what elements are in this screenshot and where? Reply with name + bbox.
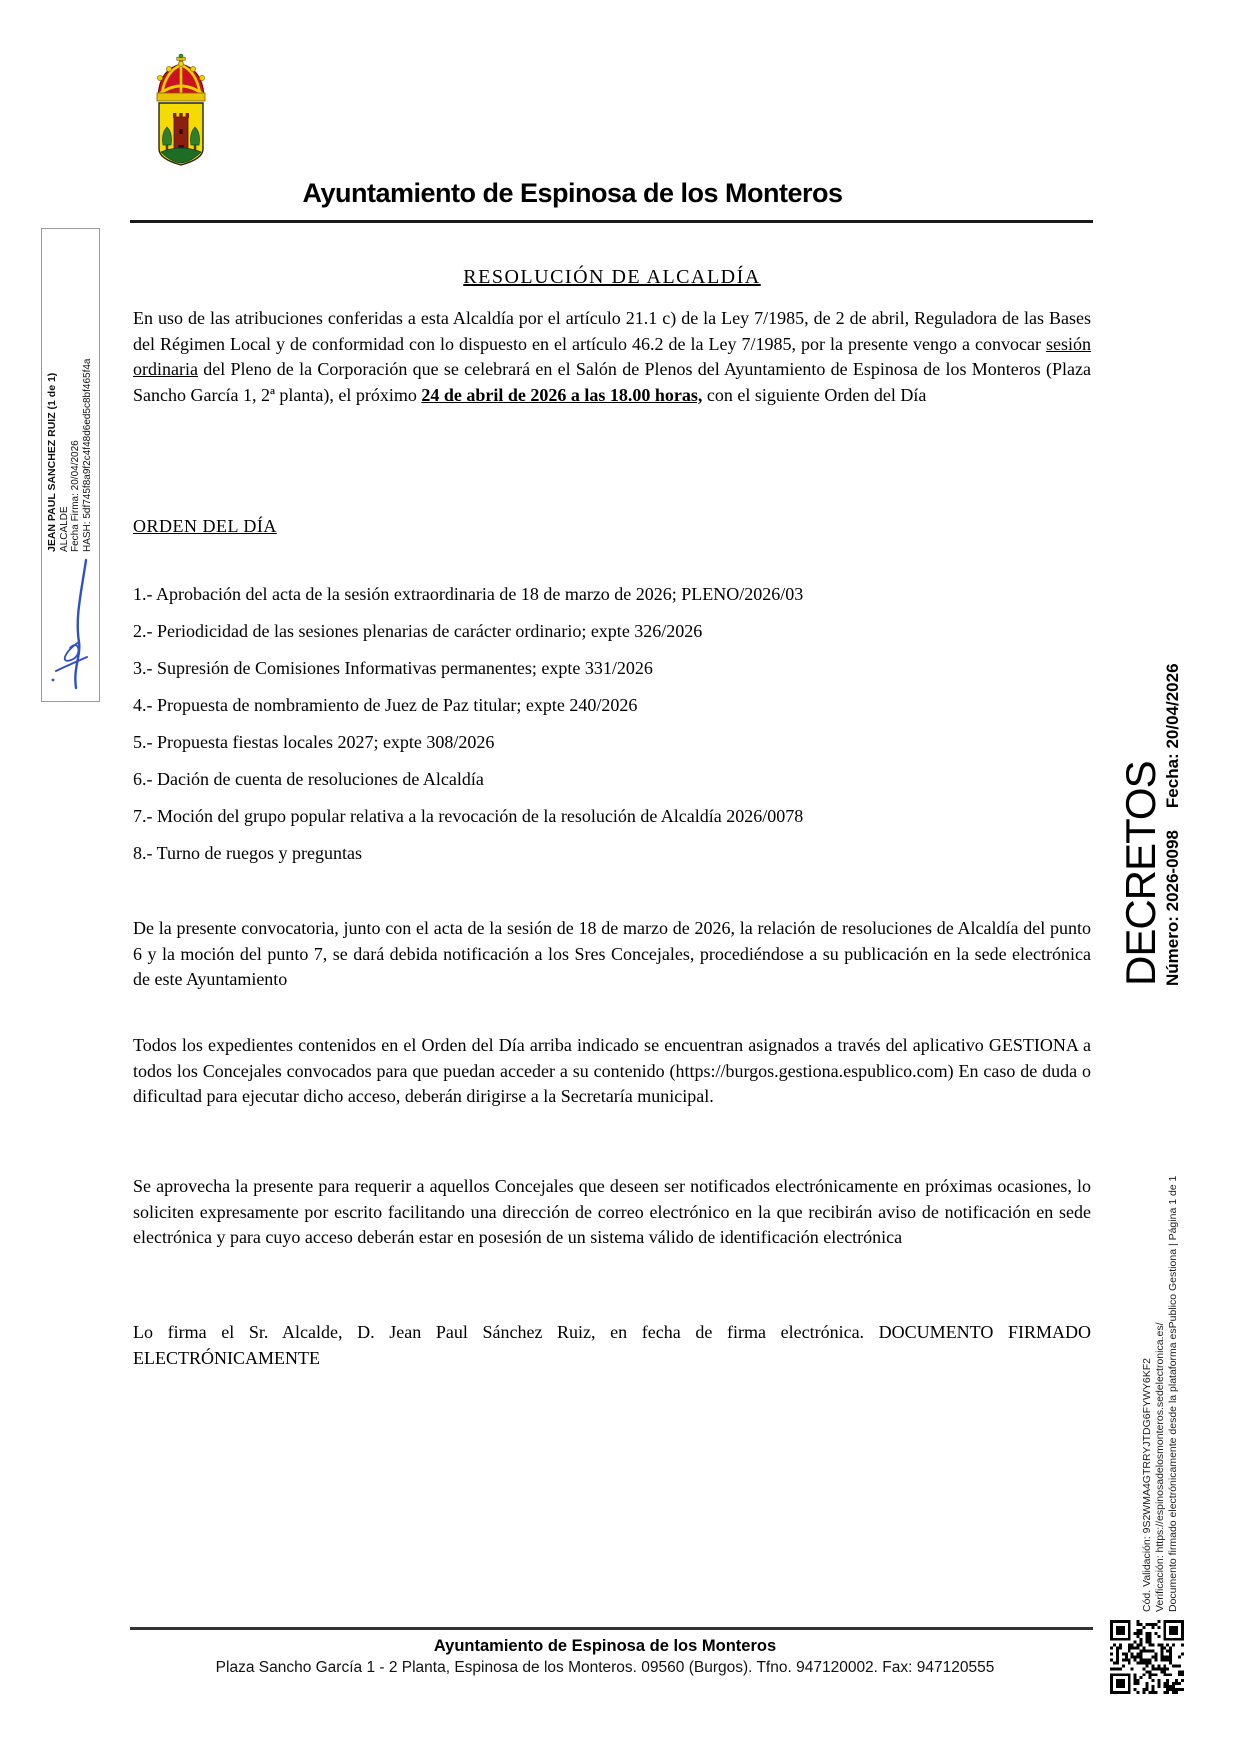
- para1-seg1: En uso de las atribuciones conferidas a esta Alcaldía por el artículo 21.1 c) de la Ley 7/1985, de 2 de abril, Reguladora de las Bases del Régimen Local y de conformidad con lo dispuesto en el artículo 46.2 de la Ley 7/1985, por la presente vengo a convocar: [133, 308, 1091, 354]
- orden-del-dia-list: [133, 582, 1091, 878]
- signer-role: ALCALDE: [58, 506, 70, 552]
- para1-fecha-sesion: 24 de abril de 2026 a las 18.00 horas,: [421, 384, 703, 405]
- footer: [130, 1635, 1080, 1678]
- orden-item-3: 3.- Supresión de Comisiones Informativas permanentes; expte 331/2026: [133, 658, 653, 678]
- handwritten-signature-icon: [46, 556, 98, 701]
- resolution-heading: RESOLUCIÓN DE ALCALDÍA: [463, 266, 761, 288]
- decreto-numero: Número: 2026-0098: [1163, 830, 1182, 986]
- footer-address: Plaza Sancho García 1 - 2 Planta, Espinosa de los Monteros. 09560 (Burgos). Tfno. 947120002. Fax: 947120555: [215, 1659, 995, 1676]
- qr-code-icon: [1110, 1620, 1184, 1694]
- orden-item-7: 7.- Moción del grupo popular relativa a la revocación de la resolución de Alcaldía 2026/0078: [133, 806, 804, 826]
- signature-date: Fecha Firma: 20/04/2026: [70, 440, 81, 552]
- decretos-label: DECRETOS: [1117, 761, 1164, 986]
- paragraph-firma: Lo firma el Sr. Alcalde, D. Jean Paul Sánchez Ruiz, en fecha de firma electrónica. DOCUMENTO FIRMADO ELECTRÓNICAMENTE: [133, 1322, 1091, 1368]
- paragraph-notificacion: De la presente convocatoria, junto con el acta de la sesión de 18 de marzo de 2026, la relación de resoluciones de Alcaldía del punto 6 y la moción del punto 7, se dará debida notificación a los Sres Concejales, procediéndose a su publicación en la sede electrónica de este Ayuntamiento: [133, 918, 1091, 989]
- validation-sidebar: [1141, 1078, 1180, 1612]
- orden-item-4: 4.- Propuesta de nombramiento de Juez de Paz titular; expte 240/2026: [133, 695, 638, 715]
- decretos-sidebar: [1117, 632, 1184, 986]
- signature-hash: HASH: 5df745f8a9f2c4f48d6ed5c8bf465f4a: [81, 358, 93, 552]
- para1-seg5: con el siguiente Orden del Día: [702, 384, 927, 405]
- orden-item-2: 2.- Periodicidad de las sesiones plenarias de carácter ordinario; expte 326/2026: [133, 621, 703, 641]
- orden-item-8: 8.- Turno de ruegos y preguntas: [133, 843, 362, 863]
- decretos-meta: [1162, 632, 1184, 986]
- orden-del-dia-title: ORDEN DEL DÍA: [133, 516, 277, 536]
- footer-title: Ayuntamiento de Espinosa de los Monteros: [433, 1637, 777, 1655]
- orden-item-5: 5.- Propuesta fiestas locales 2027; expte 308/2026: [133, 732, 495, 752]
- footer-divider: [130, 1627, 1093, 1630]
- para1-seg3: del Pleno de la Corporación que se celebrará en el Salón de Plenos del Ayuntamiento de Espinosa de los Monteros (Plaza Sancho García 1, 2ª planta), el próximo: [133, 359, 1091, 405]
- paragraph-gestiona: Todos los expedientes contenidos en el Orden del Día arriba indicado se encuentran asignados a través del aplicativo GESTIONA a todos los Concejales convocados para que puedan acceder a su contenido (https://burgos.gestiona.espublico.com) En caso de duda o dificultad para ejecutar dicho acceso, deberán dirigirse a la Secretaría municipal.: [133, 1035, 1091, 1106]
- header-divider: [130, 220, 1093, 223]
- signer-name: JEAN PAUL SANCHEZ RUIZ (1 de 1): [46, 372, 58, 552]
- signed-document-note: Documento firmado electrónicamente desde la plataforma esPublico Gestiona | Página 1 de 1: [1167, 1175, 1179, 1612]
- orden-item-6: 6.- Dación de cuenta de resoluciones de Alcaldía: [133, 769, 484, 789]
- verification-url: Verificación: https://espinosadelosmonteros.sedelectronica.es/: [1154, 1322, 1166, 1612]
- page-title: Ayuntamiento de Espinosa de los Monteros: [302, 178, 843, 208]
- paragraph-convocatoria: [133, 306, 1091, 408]
- orden-item-1: 1.- Aprobación del acta de la sesión extraordinaria de 18 de marzo de 2026; PLENO/2026/03: [133, 584, 804, 604]
- espinosa-coat-of-arms-icon: [146, 53, 216, 167]
- paragraph-notificacion-electronica: Se aprovecha la presente para requerir a aquellos Concejales que deseen ser notificados electrónicamente en próximas ocasiones, lo soliciten expresamente por escrito facilitando una dirección de correo electrónico en la que recibirán aviso de notificación en sede electrónica y para cuyo acceso deberán estar en posesión de un sistema válido de identificación electrónica: [133, 1176, 1091, 1247]
- validation-code: Cód. Validación: 9S2WMA4GTRRYJTDG6FYWY6KF2: [1141, 1357, 1153, 1612]
- para1-sesion-ordinaria: sesión ordinaria: [133, 333, 1091, 379]
- decreto-fecha: Fecha: 20/04/2026: [1163, 663, 1182, 809]
- signature-box-text: [47, 240, 93, 552]
